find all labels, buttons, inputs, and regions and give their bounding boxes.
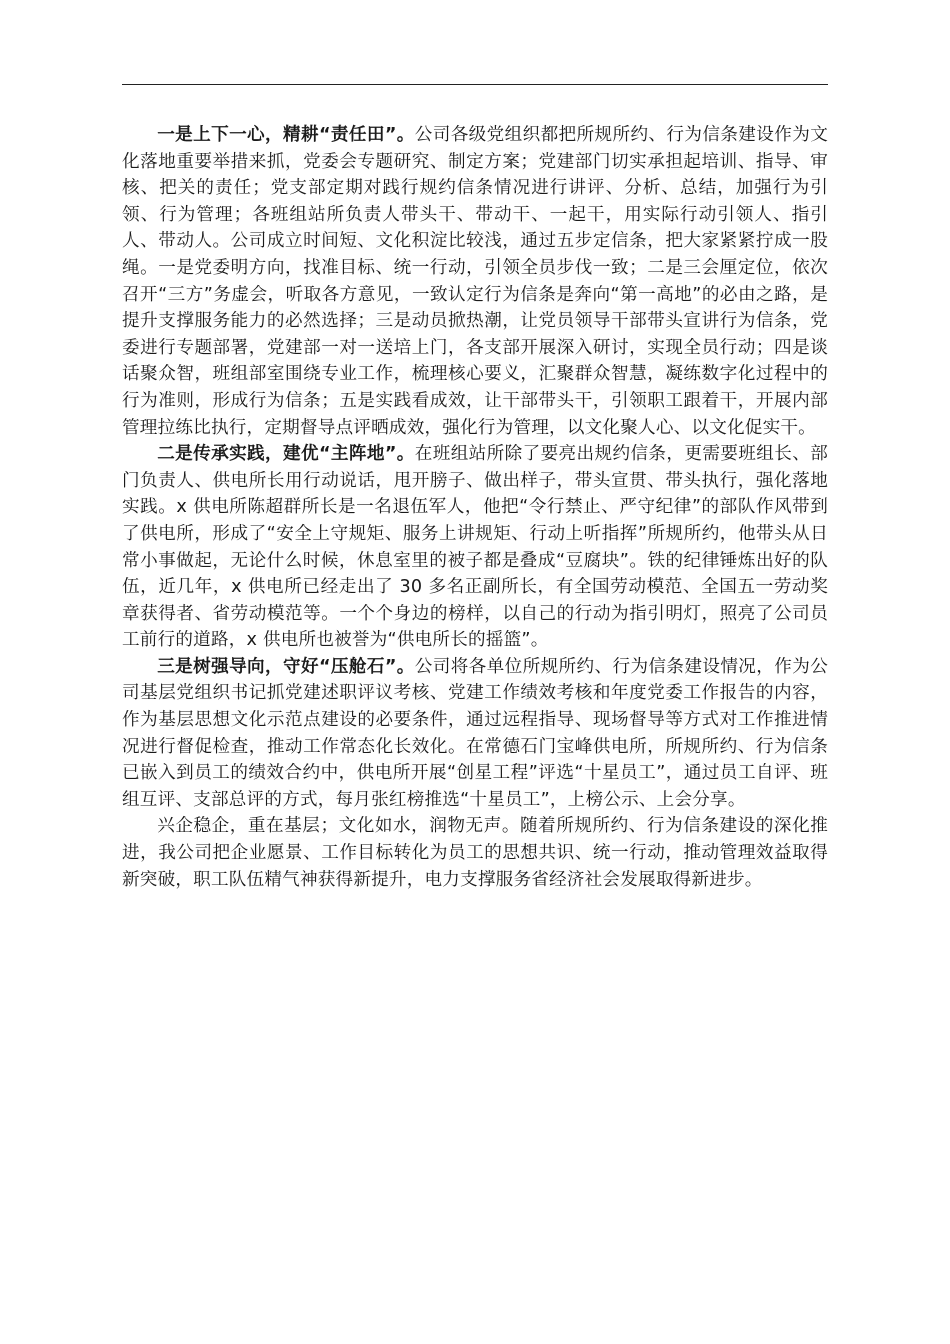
- paragraph-lead: 一是上下一心，精耕“责任田”。: [157, 125, 415, 145]
- paragraph-text: 公司将各单位所规所约、行为信条建设情况，作为公司基层党组织书记抓党建述职评议考核、党建工作绩效考核和年度党委工作报告的内容，作为基层思想文化示范点建设的必要条件，通过远程指导、现场督导等方式对工作推进情况进行督促检查，推动工作常态化长效化。在常德石门宝峰供电所，所规所约、行为信条已嵌入到员工的绩效合约中，供电所开展“创星工程”评选“十星员工”，通过员工自评、班组互评、支部总评的方式，每月张红榜推选“十星员工”，上榜公示、上会分享。: [122, 656, 828, 810]
- paragraph-ballast-stone: [122, 654, 828, 814]
- header-rule: [122, 84, 828, 85]
- paragraph-lead: 三是树强导向，守好“压舱石”。: [157, 656, 415, 677]
- paragraph-main-front: [122, 441, 828, 654]
- paragraph-lead: 二是传承实践，建优“主阵地”。: [157, 444, 415, 465]
- paragraph-text: 兴企稳企，重在基层；文化如水，润物无声。随着所规所约、行为信条建设的深化推进，我公司把企业愿景、工作目标转化为员工的思想共识、统一行动，推动管理效益取得新突破，职工队伍精气神获得新提升，电力支撑服务省经济社会发展取得新进步。: [122, 816, 828, 890]
- paragraph-responsibility: [122, 122, 828, 441]
- document-body: [122, 122, 828, 893]
- paragraph-text: 在班组站所除了要亮出规约信条，更需要班组长、部门负责人、供电所长用行动说话，甩开膀子、做出样子，带头宣贯、带头执行，强化落地实践。x 供电所陈超群所长是一名退伍军人，他把“令行禁止、严守纪律”的部队作风带到了供电所，形成了“安全上守规矩、服务上讲规矩、行动上听指挥”所规所约，他带头从日常小事做起，无论什么时候，休息室里的被子都是叠成“豆腐块”。铁的纪律锤炼出好的队伍，近几年，x 供电所已经走出了 30 多名正副所长，有全国劳动模范、全国五一劳动奖章获得者、省劳动模范等。一个个身边的榜样，以自己的行动为指引明灯，照亮了公司员工前行的道路，x 供电所也被誉为“供电所长的摇篮”。: [122, 444, 828, 651]
- paragraph-conclusion: [122, 813, 828, 893]
- paragraph-text: 公司各级党组织都把所规所约、行为信条建设作为文化落地重要举措来抓，党委会专题研究、制定方案；党建部门切实承担起培训、指导、审核、把关的责任；党支部定期对践行规约信条情况进行讲评、分析、总结，加强行为引领、行为管理；各班组站所负责人带头干、带动干、一起干，用实际行动引领人、指引人、带动人。公司成立时间短、文化积淀比较浅，通过五步定信条，把大家紧紧拧成一股绳。一是党委明方向，找准目标、统一行动，引领全员步伐一致；二是三会厘定位，依次召开“三方”务虚会，听取各方意见，一致认定行为信条是奔向“第一高地”的必由之路，是提升支撑服务能力的必然选择；三是动员掀热潮，让党员领导干部带头宣讲行为信条，党委进行专题部署，党建部一对一送培上门，各支部开展深入研讨，实现全员行动；四是谈话聚众智，班组部室围绕专业工作，梳理核心要义，汇聚群众智慧，凝练数字化过程中的行为准则，形成行为信条；五是实践看成效，让干部带头干，引领职工跟着干，开展内部管理拉练比执行，定期督导点评晒成效，强化行为管理，以文化聚人心、以文化促实干。: [122, 125, 828, 438]
